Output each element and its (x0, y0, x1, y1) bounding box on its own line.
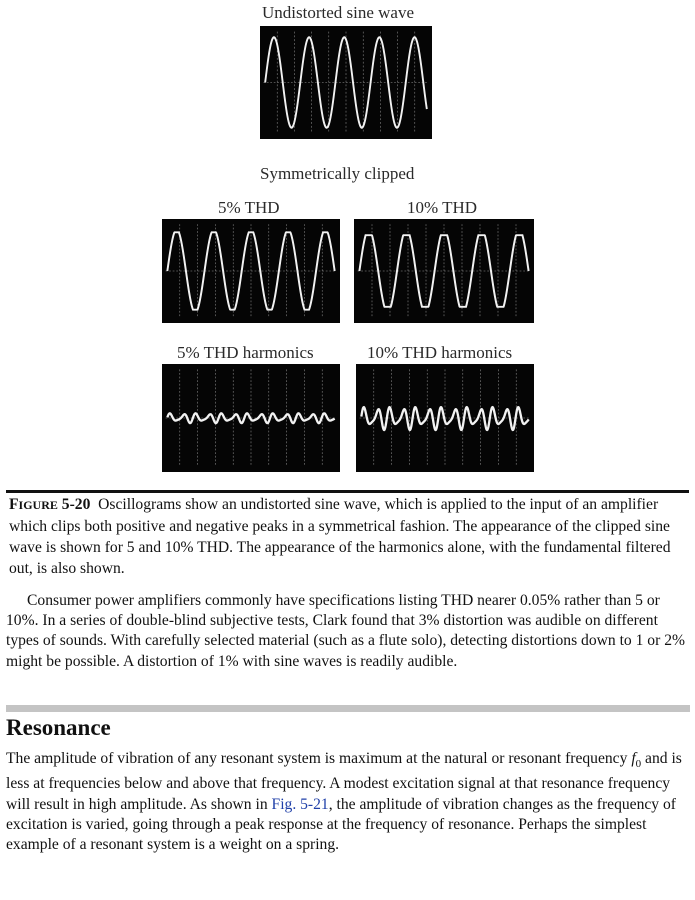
caption-rule (6, 490, 689, 493)
scope-harmonics-5-thd (162, 364, 340, 472)
label-10-thd: 10% THD (407, 198, 478, 217)
section-heading-resonance: Resonance (6, 715, 111, 740)
oscilloscope-screen (354, 219, 534, 323)
caption-text: Oscillograms show an undistorted sine wave, which is applied to the input of an amplifier which clips both positive and negative peaks in a symmetrical fashion. The appearance of the clipped sine wave is shown for 5 and 10% THD. The appearance of the harmonics alone, with the fundamental filtered out, is also shown. (9, 496, 671, 577)
oscilloscope-screen (260, 26, 432, 139)
body-paragraph-resonance: The amplitude of vibration of any resonant system is maximum at the natural or resonant frequency $f_0$ and is less at frequencies below and above that frequency. A modest excitation signal at that resonance frequency will result in high amplitude. As shown in Fig. 5-21, the amplitude of vibration changes as the frequency of excitation is varied, going through a peak response at the frequency of resonance. Perhaps the simplest example of a resonant system is a weight on a spring. (6, 750, 682, 853)
body-paragraph-thd: Consumer power amplifiers commonly have specifications listing THD nearer 0.05% rather than 5 or 10%. In a series of double-blind subjective tests, Clark found that 3% distortion was audible on different types of sounds. With carefully selected material (such as a flute solo), detecting distortions down to 1 or 2% might be possible. A distortion of 1% with sine waves is readily audible. (6, 592, 685, 670)
label-5-thd: 5% THD (218, 198, 280, 217)
label-10-thd-harmonics: 10% THD harmonics (367, 343, 513, 362)
oscilloscope-screen (162, 364, 340, 472)
scope-clipped-10-thd (354, 219, 534, 323)
scope-harmonics-10-thd (356, 364, 534, 472)
oscilloscope-screen (162, 219, 340, 323)
section-divider (6, 705, 690, 712)
figure-caption (9, 494, 685, 579)
label-5-thd-harmonics: 5% THD harmonics (177, 343, 314, 362)
symbol-f0: $f_0$ (631, 750, 642, 771)
figure-number: FIGURE 5-20 (9, 496, 91, 513)
oscilloscope-screen (356, 364, 534, 472)
scope-clipped-5-thd (162, 219, 340, 323)
label-symmetrically-clipped: Symmetrically clipped (260, 164, 415, 183)
label-undistorted: Undistorted sine wave (262, 3, 415, 22)
link-fig-5-21[interactable]: Fig. 5-21 (271, 795, 329, 813)
scope-undistorted (260, 26, 432, 139)
waveform-trace (167, 413, 334, 423)
